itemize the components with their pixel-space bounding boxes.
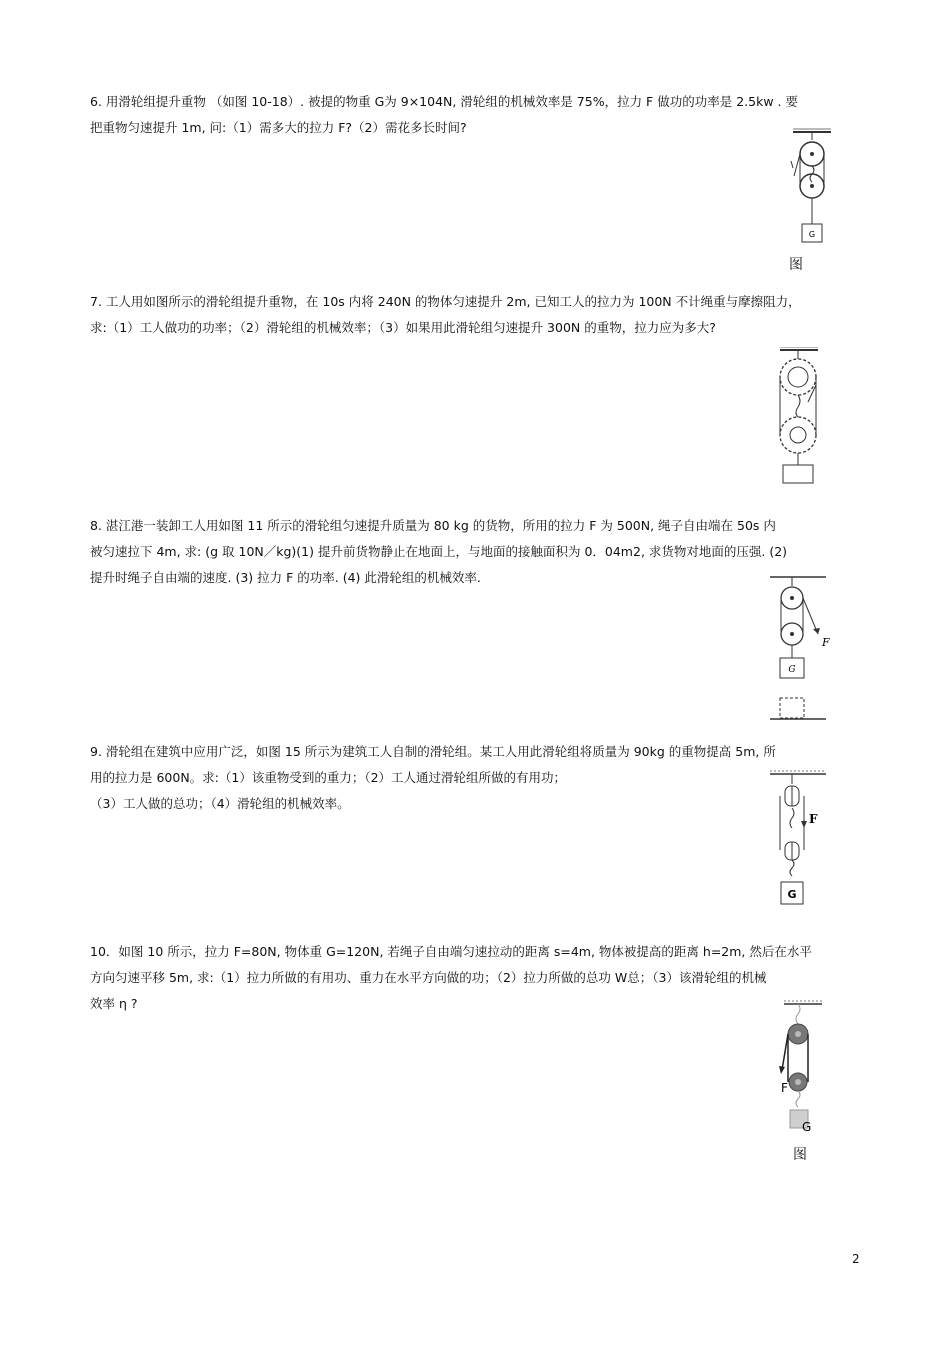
question-text-line: 把重物匀速提升 1m, 问:（1）需多大的拉力 F?（2）需花多长时间? — [90, 120, 467, 135]
figure-label: G — [802, 1120, 812, 1134]
pulley-figure-q6 — [785, 128, 845, 248]
pulley-figure-q8 — [766, 574, 838, 726]
figure-caption: 图 — [793, 1147, 807, 1163]
figure-label: F — [781, 1081, 788, 1095]
question-10 — [90, 939, 865, 1017]
question-7 — [90, 289, 865, 341]
question-text-line: 7. 工人用如图所示的滑轮组提升重物，在 10s 内将 240N 的物体匀速提升 2m, 已知工人的拉力为 100N 不计绳重与摩擦阻力， — [90, 294, 801, 309]
question-text-line: 求:（1）工人做功的功率；（2）滑轮组的机械效率；（3）如果用此滑轮组匀速提升 300N 的重物，拉力应为多大? — [90, 320, 716, 335]
figure-label: F — [822, 636, 830, 649]
page-number: 2 — [852, 1252, 860, 1266]
pulley-figure-q10 — [776, 1000, 836, 1140]
question-text-line: 效率 η ? — [90, 996, 138, 1011]
question-text-line: 8. 湛江港一装卸工人用如图 11 所示的滑轮组匀速提升质量为 80 kg 的货物，所用的拉力 F 为 500N, 绳子自由端在 50s 内 — [90, 518, 776, 533]
figure-label: G — [808, 230, 816, 239]
figure-label: F — [809, 812, 818, 826]
question-9 — [90, 739, 865, 817]
figure-label: G — [787, 888, 797, 901]
question-text-line: 9. 滑轮组在建筑中应用广泛，如图 15 所示为建筑工人自制的滑轮组。某工人用此滑轮组将质量为 90kg 的重物提高 5m, 所 — [90, 744, 776, 759]
question-text-line: （3）工人做的总功；（4）滑轮组的机械效率。 — [90, 796, 350, 811]
question-text-line: 10．如图 10 所示，拉力 F=80N, 物体重 G=120N, 若绳子自由端匀速拉动的距离 s=4m, 物体被提高的距离 h=2m, 然后在水平 — [90, 944, 812, 959]
pulley-figure-q9 — [766, 770, 838, 910]
figure-label: G — [788, 665, 796, 675]
question-6 — [90, 89, 865, 141]
pulley-figure-q7 — [768, 347, 828, 487]
figure-caption: 图 — [789, 257, 803, 273]
question-text-line: 用的拉力是 600N。求:（1）该重物受到的重力；（2）工人通过滑轮组所做的有用功； — [90, 770, 567, 785]
question-text-line: 6. 用滑轮组提升重物 （如图 10-18）. 被提的物重 G为 9×104N, 滑轮组的机械效率是 75%，拉力 F 做功的功率是 2.5kw . 要 — [90, 94, 798, 109]
question-text-line: 被匀速拉下 4m, 求: (g 取 10N／kg)(1) 提升前货物静止在地面上，与地面的接触面积为 0．04m2, 求货物对地面的压强. (2) — [90, 544, 788, 559]
question-text-line: 提升时绳子自由端的速度. (3) 拉力 F 的功率. (4) 此滑轮组的机械效率. — [90, 570, 481, 585]
question-8 — [90, 513, 865, 591]
question-text-line: 方向匀速平移 5m, 求:（1）拉力所做的有用功、重力在水平方向做的功；（2）拉力所做的总功 W总；（3）该滑轮组的机械 — [90, 970, 767, 985]
